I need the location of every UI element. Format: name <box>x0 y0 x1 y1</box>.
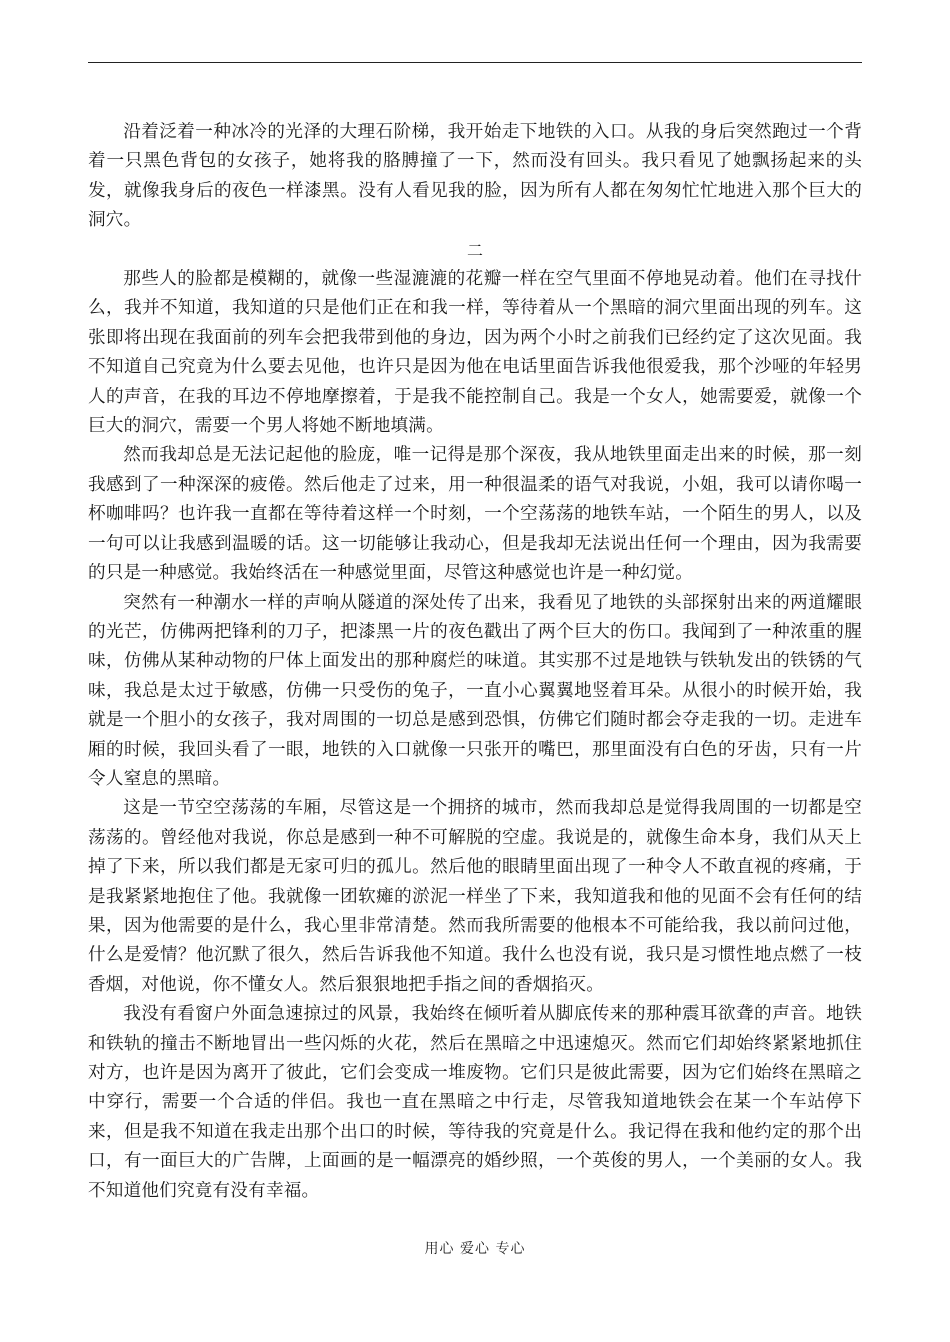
paragraph: 我没有看窗户外面急速掠过的风景，我始终在倾听着从脚底传来的那种震耳欲聋的声音。地铁和铁轨的撞击不断地冒出一些闪烁的火花，然后在黑暗之中迅速熄灭。然而它们却始终紧紧地抓住对方，也许是因为离开了彼此，它们会变成一堆废物。它们只是彼此需要，因为它们始终在黑暗之中穿行，需要一个合适的伴侣。我也一直在黑暗之中行走，尽管我知道地铁会在某一个车站停下来，但是我不知道在我走出那个出口的时候，等待我的究竟是什么。我记得在我和他约定的那个出口，有一面巨大的广告牌，上面画的是一幅漂亮的婚纱照，一个英俊的男人，一个美丽的女人。我不知道他们究竟有没有幸福。 <box>88 1004 862 1201</box>
paragraph: 这是一节空空荡荡的车厢，尽管这是一个拥挤的城市，然而我却总是觉得我周围的一切都是空荡荡的。曾经他对我说，你总是感到一种不可解脱的空虚。我说是的，就像生命本身，我们从天上掉了下来，所以我们都是无家可归的孤儿。然后他的眼睛里面出现了一种令人不敢直视的疼痛，于是我紧紧地抱住了他。我就像一团软瘫的淤泥一样坐了下来，我知道我和他的见面不会有任何的结果，因为他需要的是什么，我心里非常清楚。然而我所需要的他根本不可能给我，我以前问过他，什么是爱情？他沉默了很久，然后告诉我他不知道。我什么也没有说，我只是习惯性地点燃了一枝香烟，对他说，你不懂女人。然后狠狠地把手指之间的香烟掐灭。 <box>88 798 862 995</box>
paragraph: 突然有一种潮水一样的声响从隧道的深处传了出来，我看见了地铁的头部探射出来的两道耀眼的光芒，仿佛两把锋利的刀子，把漆黑一片的夜色戳出了两个巨大的伤口。我闻到了一种浓重的腥味，仿佛从某种动物的尸体上面发出的那种腐烂的味道。其实那不过是地铁与铁轨发出的铁锈的气味，我总是太过于敏感，仿佛一只受伤的兔子，一直小心翼翼地竖着耳朵。从很小的时候开始，我就是一个胆小的女孩子，我对周围的一切总是感到恐惧，仿佛它们随时都会夺走我的一切。走进车厢的时候，我回头看了一眼，地铁的入口就像一只张开的嘴巴，那里面没有白色的牙齿，只有一片令人窒息的黑暗。 <box>88 592 862 789</box>
page-footer: 用心 爱心 专心 <box>424 1241 526 1257</box>
header-rule <box>88 62 862 63</box>
paragraph: 然而我却总是无法记起他的脸庞，唯一记得是那个深夜，我从地铁里面走出来的时候，那一刻我感到了一种深深的疲倦。然后他走了过来，用一种很温柔的语气对我说，小姐，我可以请你喝一杯咖啡吗？也许我一直都在等待着这样一个时刻，一个空荡荡的地铁车站，一个陌生的男人，以及一句可以让我感到温暖的话。这一切能够让我动心，但是我却无法说出任何一个理由，因为我需要的只是一种感觉。我始终活在一种感觉里面，尽管这种感觉也许是一种幻觉。 <box>88 445 862 584</box>
section-heading: 二 <box>466 240 483 260</box>
paragraph: 沿着泛着一种冰冷的光泽的大理石阶梯，我开始走下地铁的入口。从我的身后突然跑过一个背着一只黑色背包的女孩子，她将我的胳膊撞了一下，然而没有回头。我只看见了她飘扬起来的头发，就像我身后的夜色一样漆黑。没有人看见我的脸，因为所有人都在匆匆忙忙地进入那个巨大的洞穴。 <box>88 122 862 231</box>
document-body <box>88 118 862 1206</box>
paragraph: 那些人的脸都是模糊的，就像一些湿漉漉的花瓣一样在空气里面不停地晃动着。他们在寻找什么，我并不知道，我知道的只是他们正在和我一样，等待着从一个黑暗的洞穴里面出现的列车。这张即将出现在我面前的列车会把我带到他的身边，因为两个小时之前我们已经约定了这次见面。我不知道自己究竟为什么要去见他，也许只是因为他在电话里面告诉我他很爱我，那个沙哑的年轻男人的声音，在我的耳边不停地摩擦着，于是我不能控制自己。我是一个女人，她需要爱，就像一个巨大的洞穴，需要一个男人将她不断地填满。 <box>88 269 862 437</box>
